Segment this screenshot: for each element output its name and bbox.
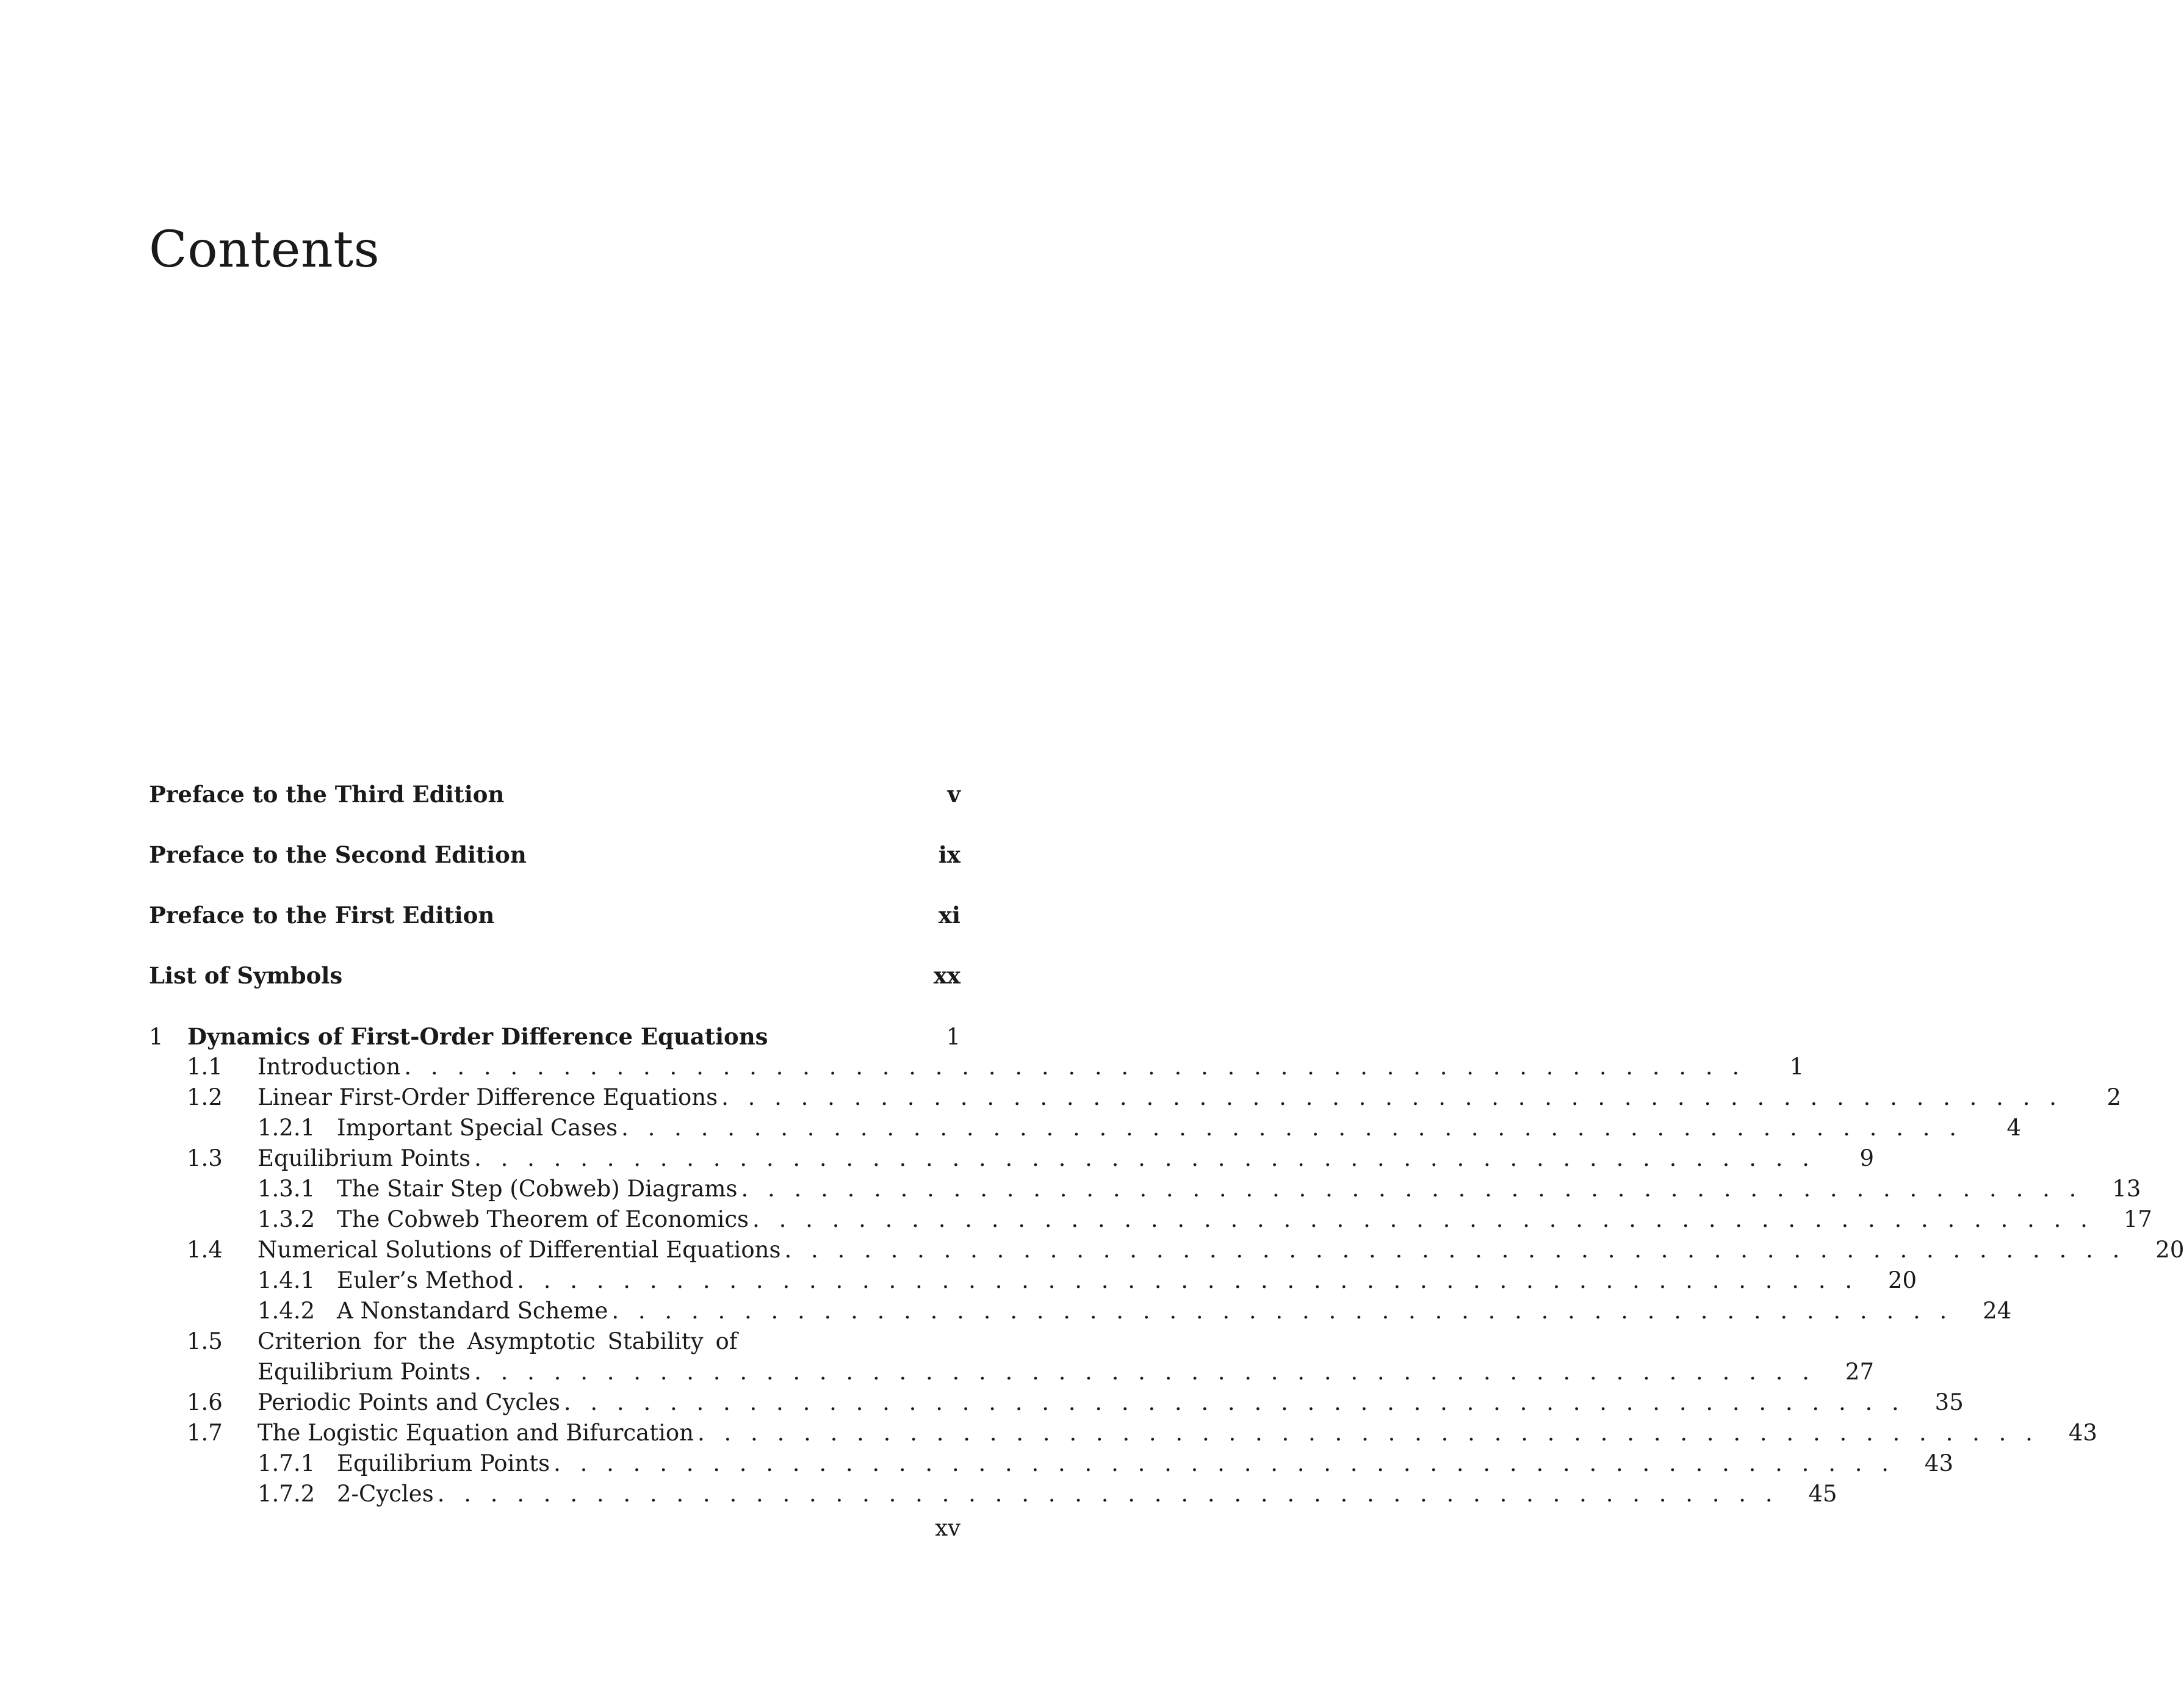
dot-leader: . . . . . . . . . . . . . . . . . . . . . . . . . . . . . . . . . . . . . . . . . . . . . . . . . . . bbox=[404, 1054, 1746, 1080]
subsection-title: Important Special Cases bbox=[337, 1115, 618, 1141]
section-number: 1.4 bbox=[187, 1237, 223, 1263]
toc-entry-page: v bbox=[947, 781, 960, 808]
dot-leader: . . . . . . . . . . . . . . . . . . . . . . . . . . . . . . . . . . . . . . . . . . . . . . . . . . . bbox=[437, 1481, 1779, 1507]
subsection-number: 1.7.1 bbox=[258, 1450, 315, 1476]
toc-subsection-1-3-1[interactable] bbox=[258, 1176, 2141, 1206]
toc-section-1-7[interactable] bbox=[187, 1420, 2097, 1450]
section-title-continuation: Equilibrium Points bbox=[258, 1359, 471, 1385]
toc-section-1-3[interactable] bbox=[187, 1145, 1874, 1176]
toc-chapter-1[interactable] bbox=[149, 1023, 960, 1054]
dot-leader: . . . . . . . . . . . . . . . . . . . . . . . . . . . . . . . . . . . . . . . . . . . . . . . . . . . bbox=[784, 1237, 2126, 1263]
toc-section-1-4[interactable] bbox=[187, 1237, 2184, 1267]
subsection-title: The Cobweb Theorem of Economics bbox=[337, 1206, 749, 1232]
section-title: The Logistic Equation and Bifurcation bbox=[258, 1420, 694, 1446]
section-number: 1.2 bbox=[187, 1084, 223, 1110]
section-number: 1.5 bbox=[187, 1328, 223, 1354]
toc-entry-title: Preface to the First Edition bbox=[149, 902, 495, 929]
section-title: Criterion for the Asymptotic Stability of bbox=[258, 1328, 738, 1354]
subsection-page: 4 bbox=[2006, 1115, 2022, 1141]
chapter-page: 1 bbox=[946, 1024, 960, 1050]
toc-section-1-5[interactable] bbox=[187, 1328, 960, 1359]
toc-entry-title: Preface to the Second Edition bbox=[149, 841, 527, 868]
section-number: 1.6 bbox=[187, 1389, 223, 1415]
section-page: 9 bbox=[1859, 1145, 1874, 1171]
dot-leader: . . . . . . . . . . . . . . . . . . . . . . . . . . . . . . . . . . . . . . . . . . . . . . . . . . . bbox=[553, 1450, 1895, 1476]
toc-section-1-5-continuation[interactable] bbox=[258, 1359, 1874, 1389]
toc-entry-title: Preface to the Third Edition bbox=[149, 781, 505, 808]
toc-entry-page: ix bbox=[938, 841, 960, 868]
section-title: Introduction bbox=[258, 1054, 401, 1080]
subsection-title: 2-Cycles bbox=[337, 1481, 434, 1507]
section-number: 1.1 bbox=[187, 1054, 223, 1080]
subsection-page: 17 bbox=[2123, 1206, 2152, 1232]
subsection-number: 1.3.1 bbox=[258, 1176, 315, 1202]
section-page: 20 bbox=[2155, 1237, 2184, 1263]
toc-entry-preface-third[interactable] bbox=[149, 781, 960, 811]
dot-leader: . . . . . . . . . . . . . . . . . . . . . . . . . . . . . . . . . . . . . . . . . . . . . . . . . . . bbox=[611, 1298, 1953, 1324]
subsection-page: 45 bbox=[1808, 1481, 1837, 1507]
chapter-title: Dynamics of First-Order Difference Equations bbox=[187, 1023, 768, 1050]
section-page: 35 bbox=[1934, 1389, 1964, 1415]
section-title: Linear First-Order Difference Equations bbox=[258, 1084, 718, 1110]
toc-subsection-1-3-2[interactable] bbox=[258, 1206, 2152, 1237]
chapter-number: 1 bbox=[149, 1024, 164, 1050]
subsection-page: 13 bbox=[2112, 1176, 2141, 1202]
subsection-page: 24 bbox=[1983, 1298, 2012, 1324]
section-title: Equilibrium Points bbox=[258, 1145, 471, 1171]
subsection-number: 1.2.1 bbox=[258, 1115, 315, 1141]
toc-subsection-1-4-1[interactable] bbox=[258, 1267, 1917, 1298]
toc-entry-page: xi bbox=[938, 902, 960, 929]
subsection-number: 1.4.2 bbox=[258, 1298, 315, 1324]
dot-leader: . . . . . . . . . . . . . . . . . . . . . . . . . . . . . . . . . . . . . . . . . . . . . . . . . . . bbox=[721, 1084, 2063, 1110]
toc-entry-page: xx bbox=[933, 962, 960, 989]
dot-leader: . . . . . . . . . . . . . . . . . . . . . . . . . . . . . . . . . . . . . . . . . . . . . . . . . . . bbox=[474, 1145, 1815, 1171]
dot-leader: . . . . . . . . . . . . . . . . . . . . . . . . . . . . . . . . . . . . . . . . . . . . . . . . . . . bbox=[563, 1389, 1905, 1415]
toc-entry-list-of-symbols[interactable] bbox=[149, 962, 960, 993]
subsection-number: 1.3.2 bbox=[258, 1206, 315, 1232]
toc-subsection-1-7-1[interactable] bbox=[258, 1450, 1953, 1481]
dot-leader: . . . . . . . . . . . . . . . . . . . . . . . . . . . . . . . . . . . . . . . . . . . . . . . . . . . bbox=[752, 1206, 2094, 1232]
subsection-number: 1.4.1 bbox=[258, 1267, 315, 1293]
section-title: Periodic Points and Cycles bbox=[258, 1389, 560, 1415]
section-page: 43 bbox=[2068, 1420, 2097, 1446]
toc-section-1-6[interactable] bbox=[187, 1389, 1964, 1420]
subsection-title: The Stair Step (Cobweb) Diagrams bbox=[337, 1176, 738, 1202]
dot-leader: . . . . . . . . . . . . . . . . . . . . . . . . . . . . . . . . . . . . . . . . . . . . . . . . . . . bbox=[741, 1176, 2083, 1202]
subsection-number: 1.7.2 bbox=[258, 1481, 315, 1507]
dot-leader: . . . . . . . . . . . . . . . . . . . . . . . . . . . . . . . . . . . . . . . . . . . . . . . . . . . bbox=[621, 1115, 1963, 1141]
section-page: 2 bbox=[2107, 1084, 2121, 1110]
toc-entry-preface-second[interactable] bbox=[149, 841, 960, 872]
subsection-title: Euler’s Method bbox=[337, 1267, 514, 1293]
section-number: 1.3 bbox=[187, 1145, 223, 1171]
section-page: 27 bbox=[1845, 1359, 1874, 1385]
subsection-title: A Nonstandard Scheme bbox=[337, 1298, 608, 1324]
toc-entry-title: List of Symbols bbox=[149, 962, 343, 989]
subsection-title: Equilibrium Points bbox=[337, 1450, 550, 1476]
page-number: xv bbox=[935, 1515, 960, 1541]
section-number: 1.7 bbox=[187, 1420, 223, 1446]
dot-leader: . . . . . . . . . . . . . . . . . . . . . . . . . . . . . . . . . . . . . . . . . . . . . . . . . . . bbox=[517, 1267, 1859, 1293]
section-title: Numerical Solutions of Differential Equations bbox=[258, 1237, 781, 1263]
section-page: 1 bbox=[1789, 1054, 1804, 1080]
toc-subsection-1-7-2[interactable] bbox=[258, 1481, 1837, 1511]
page-title: Contents bbox=[149, 221, 380, 279]
subsection-page: 43 bbox=[1924, 1450, 1953, 1476]
subsection-page: 20 bbox=[1888, 1267, 1917, 1293]
toc-subsection-1-4-2[interactable] bbox=[258, 1298, 2012, 1328]
dot-leader: . . . . . . . . . . . . . . . . . . . . . . . . . . . . . . . . . . . . . . . . . . . . . . . . . . . bbox=[474, 1359, 1815, 1385]
toc-subsection-1-2-1[interactable] bbox=[258, 1115, 2022, 1145]
toc-section-1-2[interactable] bbox=[187, 1084, 2121, 1115]
toc-section-1-1[interactable] bbox=[187, 1054, 1804, 1084]
dot-leader: . . . . . . . . . . . . . . . . . . . . . . . . . . . . . . . . . . . . . . . . . . . . . . . . . . . bbox=[697, 1420, 2039, 1446]
toc-entry-preface-first[interactable] bbox=[149, 902, 960, 932]
